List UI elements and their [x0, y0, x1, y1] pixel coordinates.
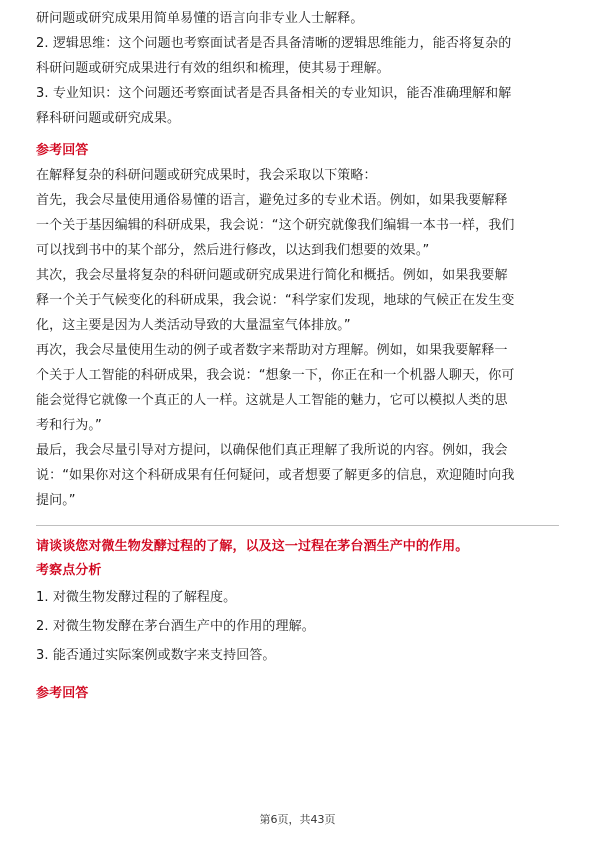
analysis-item: 1. 对微生物发酵过程的了解程度。 — [36, 590, 237, 605]
body-line: 科研问题或研究成果进行有效的组织和梳理，使其易于理解。 — [36, 61, 390, 76]
body-line: 考和行为。” — [36, 418, 102, 433]
question2-title: 请谈谈您对微生物发酵过程的了解，以及这一过程在茅台酒生产中的作用。 — [36, 539, 469, 554]
body-line: 说：“如果你对这个科研成果有任何疑问，或者想要了解更多的信息，欢迎随时向我 — [36, 468, 515, 483]
body-line: 释科研问题或研究成果。 — [36, 111, 181, 126]
section-divider — [36, 525, 559, 526]
body-line: 其次，我会尽量将复杂的科研问题或研究成果进行简化和概括。例如，如果我要解 — [36, 268, 508, 283]
body-line: 首先，我会尽量使用通俗易懂的语言，避免过多的专业术语。例如，如果我要解释 — [36, 193, 508, 208]
answer1-heading: 参考回答 — [36, 143, 89, 158]
body-line: 一个关于基因编辑的科研成果，我会说：“这个研究就像我们编辑一本书一样，我们 — [36, 218, 515, 233]
analysis-item: 3. 能否通过实际案例或数字来支持回答。 — [36, 648, 276, 663]
body-line: 提问。” — [36, 493, 76, 508]
analysis-item: 2. 对微生物发酵在茅台酒生产中的作用的理解。 — [36, 619, 315, 634]
analysis-heading: 考察点分析 — [36, 563, 102, 578]
body-line: 3. 专业知识：这个问题还考察面试者是否具备相关的专业知识，能否准确理解和解 — [36, 86, 512, 101]
page-number-footer: 第6页，共43页 — [259, 813, 336, 826]
answer1-text — [36, 163, 559, 513]
body-line: 释一个关于气候变化的科研成果，我会说：“科学家们发现，地球的气候正在发生变 — [36, 293, 515, 308]
body-line: 在解释复杂的科研问题或研究成果时，我会采取以下策略： — [36, 168, 377, 183]
body-line: 可以找到书中的某个部分，然后进行修改，以达到我们想要的效果。” — [36, 243, 430, 258]
answer2-heading: 参考回答 — [36, 686, 89, 701]
body-line: 个关于人工智能的科研成果，我会说：“想象一下，你正在和一个机器人聊天，你可 — [36, 368, 515, 383]
body-line: 能会觉得它就像一个真正的人一样。这就是人工智能的魅力，它可以模拟人类的思 — [36, 393, 508, 408]
body-line: 再次，我会尽量使用生动的例子或者数字来帮助对方理解。例如，如果我要解释一 — [36, 343, 508, 358]
body-line: 2. 逻辑思维：这个问题也考察面试者是否具备清晰的逻辑思维能力，能否将复杂的 — [36, 36, 512, 51]
page-content — [36, 6, 559, 706]
body-line: 研问题或研究成果用简单易懂的语言向非专业人士解释。 — [36, 11, 364, 26]
section1-text — [36, 6, 559, 131]
body-line: 最后，我会尽量引导对方提问，以确保他们真正理解了我所说的内容。例如，我会 — [36, 443, 508, 458]
analysis-list — [36, 583, 559, 670]
body-line: 化，这主要是因为人类活动导致的大量温室气体排放。” — [36, 318, 351, 333]
